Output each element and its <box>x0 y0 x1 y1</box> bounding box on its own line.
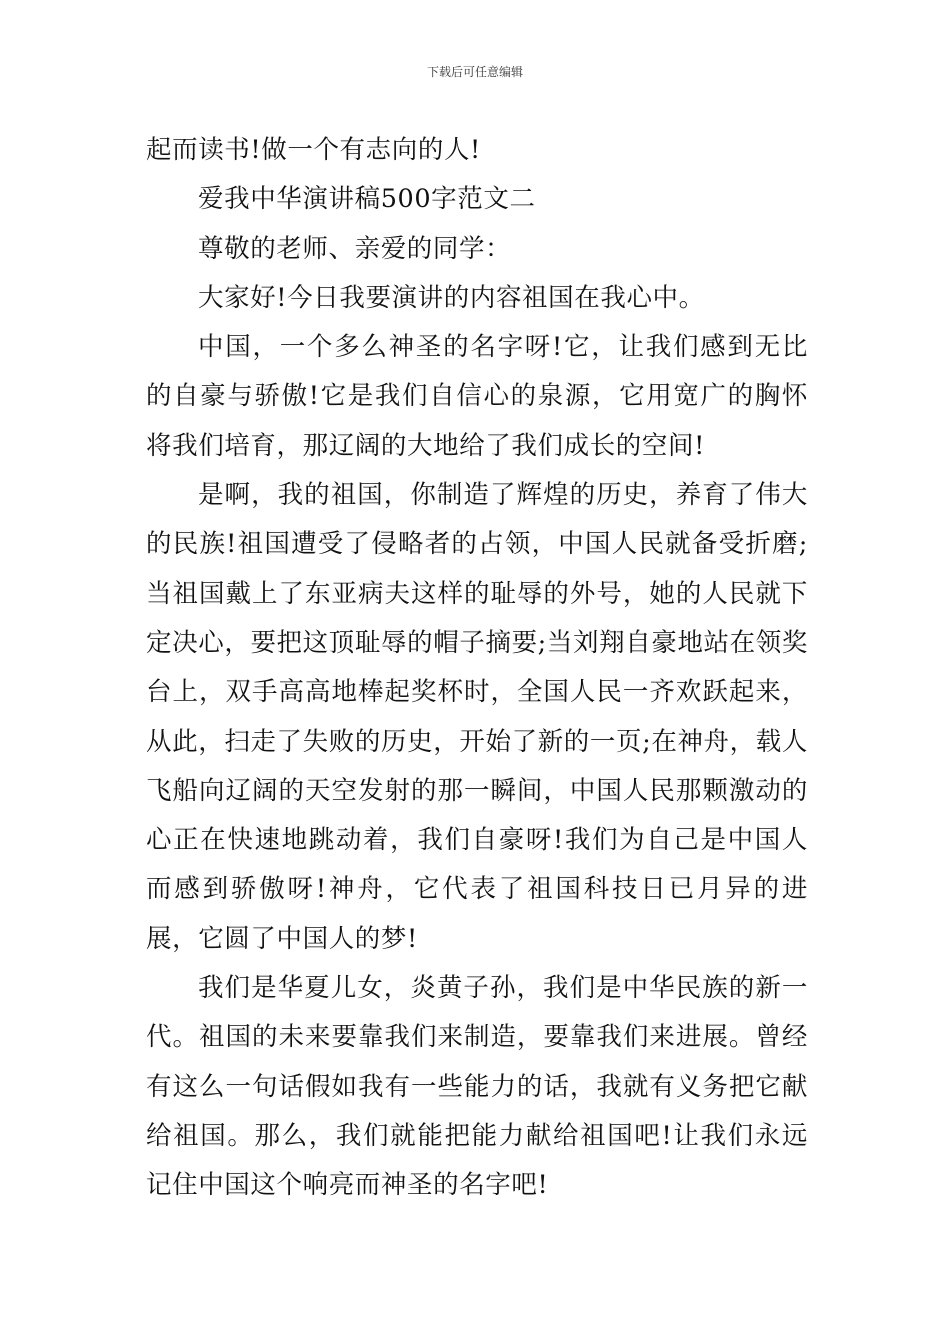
section-title: 爱我中华演讲稿500字范文二 <box>198 184 536 215</box>
paragraph-continuation: 起而读书!做一个有志向的人! <box>146 135 481 165</box>
salutation: 尊敬的老师、亲爱的同学： <box>198 233 512 264</box>
paragraph: 是啊，我的祖国，你制造了辉煌的历史，养育了伟大的民族!祖国遭受了侵略者的占领，中国人民就备受折磨;当祖国戴上了东亚病夫这样的耻辱的外号，她的人民就下定决心，要把这顶耻辱的帽子摘要;当刘翔自豪地站在领奖台上，双手高高地棒起奖杯时，全国人民一齐欢跃起来，从此，扫走了失败的历史，开始了新的一页;在神舟，载人飞船向辽阔的天空发射的那一瞬间，中国人民那颗激动的心正在快速地跳动着，我们自豪呀!我们为自己是中国人而感到骄傲呀!神舟，它代表了祖国科技日已月异的进展，它圆了中国人的梦! <box>146 480 808 954</box>
greeting-paragraph: 大家好!今日我要演讲的内容祖国在我心中。 <box>198 282 705 313</box>
paragraph: 中国，一个多么神圣的名字呀!它，让我们感到无比的自豪与骄傲!它是我们自信心的泉源，它用宽广的胸怀将我们培育，那辽阔的大地给了我们成长的空间! <box>146 332 808 461</box>
page-header-note: 下载后可任意编辑 <box>426 65 523 79</box>
paragraph: 我们是华夏儿女，炎黄子孙，我们是中华民族的新一代。祖国的未来要靠我们来制造，要靠我们来进展。曾经有这么一句话假如我有一些能力的话，我就有义务把它献给祖国。那么，我们就能把能力献给祖国吧!让我们永远记住中国这个响亮而神圣的名字吧! <box>146 973 808 1201</box>
document-body <box>146 126 808 1211</box>
